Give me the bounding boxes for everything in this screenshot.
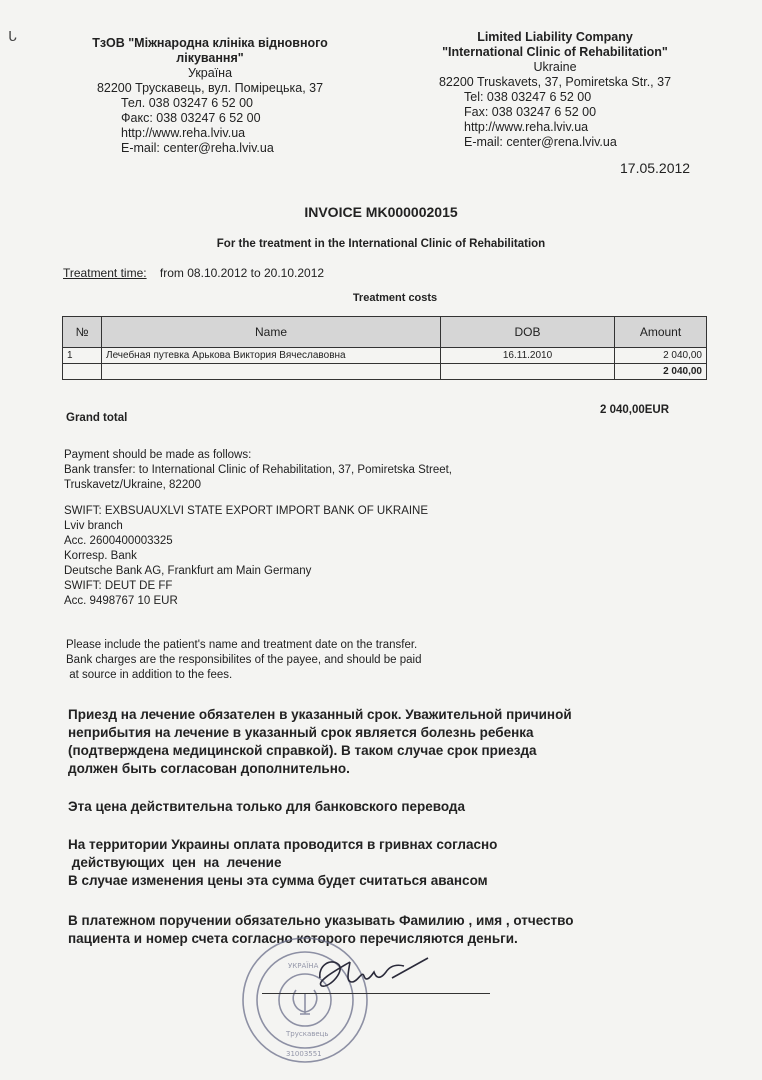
ukraine-payment-terms: На территории Украины оплата проводится в гривнах согласно действующих цен на лечение В случае изменения цены эта сумма будет считаться авансом [68, 837, 498, 888]
row-name: Лечебная путевка Арькова Виктория Вячеславовна [102, 348, 441, 364]
arrival-terms: Приезд на лечение обязателен в указанный срок. Уважительной причиной неприбытия на лечение в указанный срок является болезнь ребенка (подтверждена медицинской справкой). В таком случае срок приезда должен быть согласован дополнительно. [68, 707, 572, 776]
web-ua: http://www.reha.lviv.ua [121, 126, 246, 140]
contacts-en [420, 90, 690, 150]
country-en: Ukraine [533, 60, 577, 74]
grand-total-label: Grand total [66, 412, 128, 424]
table-header-row [63, 317, 707, 348]
subtotal-value: 2 040,00 [615, 364, 707, 380]
grand-total-value: 2 040,00EUR [600, 404, 670, 416]
table-row [63, 348, 707, 364]
table-subtotal-row [63, 364, 707, 380]
row-amount: 2 040,00 [615, 348, 707, 364]
signature-line [262, 993, 490, 994]
treatment-time-value: from 08.10.2012 to 20.10.2012 [159, 266, 325, 280]
bank-details: SWIFT: EXBSUAUXLVI STATE EXPORT IMPORT BANK OF UKRAINE Lviv branch Acc. 2600400003325 Korresp. Bank Deutsche Bank AG, Frankfurt am Main Germany SWIFT: DEUT DE FF Acc. 9498767 10 EUR [64, 505, 429, 607]
company-name-ua: ТзОВ "Міжнародна клініка відновного лікування" [92, 36, 328, 65]
tel-en: Tel: 038 03247 6 52 00 [464, 90, 592, 104]
col-num-header: № [63, 317, 102, 348]
header-left [75, 36, 345, 156]
company-line1-en: Limited Liability Company [477, 30, 633, 44]
fax-en: Fax: 038 03247 6 52 00 [464, 105, 597, 119]
costs-table [62, 316, 707, 380]
country-ua: Україна [187, 66, 233, 80]
invoice-subtitle: For the treatment in the International Clinic of Rehabilitation [216, 238, 546, 250]
price-validity: Эта цена действительна только для банковского перевода [68, 799, 466, 814]
header-right [420, 30, 690, 150]
web-en: http://www.reha.lviv.ua [464, 120, 589, 134]
address-ua: 82200 Трускавець, вул. Помірецька, 37 [96, 81, 324, 95]
payment-order-terms: В платежном поручении обязательно указывать Фамилию , имя , отчество пациента и номер счета согласно которого перечисляются деньги. [68, 913, 574, 946]
svg-text:УКРАЇНА: УКРАЇНА [288, 962, 319, 970]
transfer-note: Please include the patient's name and treatment date on the transfer. Bank charges are the responsibilites of the payee, and should be paid at source in addition to the fees. [66, 639, 422, 681]
svg-text:31003551: 31003551 [286, 1050, 322, 1058]
signature [300, 948, 450, 998]
fax-ua: Факс: 038 03247 6 52 00 [121, 111, 261, 125]
tel-ua: Тел. 038 03247 6 52 00 [121, 96, 253, 110]
svg-text:Трускавець: Трускавець [286, 1030, 329, 1038]
contacts-ua [75, 96, 345, 156]
invoice-date: 17.05.2012 [620, 160, 691, 176]
email-ua: E-mail: center@reha.lviv.ua [121, 141, 274, 155]
invoice-title: INVOICE MK000002015 [304, 204, 458, 220]
company-line2-en: "International Clinic of Rehabilitation" [442, 45, 668, 59]
row-num: 1 [63, 348, 102, 364]
col-name-header: Name [102, 317, 441, 348]
treatment-time [63, 266, 324, 280]
corner-mark: ᒐ [8, 28, 17, 44]
col-amount-header: Amount [615, 317, 707, 348]
row-dob: 16.11.2010 [441, 348, 615, 364]
payment-instructions: Payment should be made as follows: Bank transfer: to International Clinic of Rehabilitation, 37, Pomiretska Street, Truskavetz/Ukraine, 82200 [64, 449, 453, 491]
costs-label: Treatment costs [352, 292, 438, 304]
email-en: E-mail: center@rena.lviv.ua [464, 135, 617, 149]
address-en: 82200 Truskavets, 37, Pomiretska Str., 37 [438, 75, 672, 89]
col-dob-header: DOB [441, 317, 615, 348]
treatment-time-label: Treatment time: [63, 266, 147, 280]
